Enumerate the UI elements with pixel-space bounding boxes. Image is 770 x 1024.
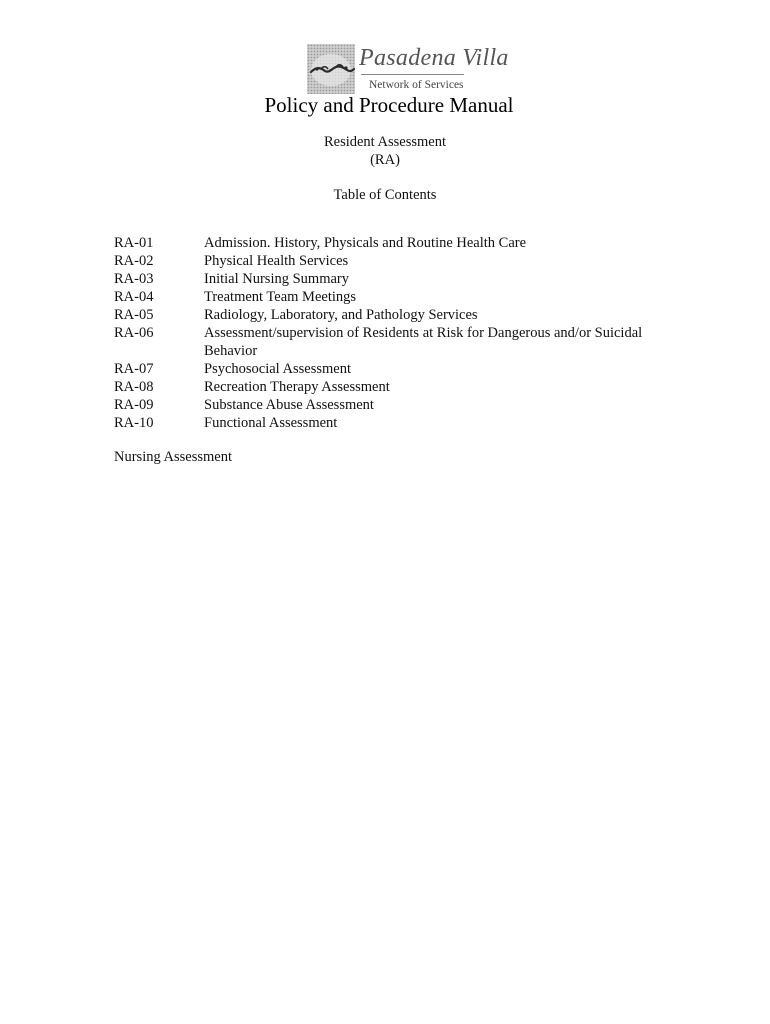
logo-divider bbox=[361, 74, 464, 75]
toc-title: Physical Health Services bbox=[204, 253, 349, 269]
toc-code: RA-07 bbox=[114, 361, 154, 377]
toc-code: RA-08 bbox=[114, 379, 154, 395]
toc-title: Functional Assessment bbox=[204, 415, 338, 431]
toc-title: Admission. History, Physicals and Routine Health Care bbox=[204, 235, 527, 251]
toc-title: Radiology, Laboratory, and Pathology Services bbox=[204, 307, 478, 323]
table-of-contents bbox=[114, 234, 674, 432]
toc-code: RA-10 bbox=[114, 415, 154, 431]
section-name: Resident Assessment bbox=[323, 134, 447, 150]
toc-code: RA-05 bbox=[114, 307, 154, 323]
toc-title: Initial Nursing Summary bbox=[204, 271, 349, 287]
toc-entry bbox=[114, 360, 674, 378]
toc-code: RA-04 bbox=[114, 289, 154, 305]
logo-tagline: Network of Services bbox=[369, 79, 464, 91]
toc-code: RA-01 bbox=[114, 235, 154, 251]
document-title: Policy and Procedure Manual bbox=[264, 93, 514, 117]
section-abbreviation: (RA) bbox=[370, 152, 400, 168]
logo bbox=[307, 44, 509, 94]
toc-entry bbox=[114, 270, 674, 288]
toc-entry bbox=[114, 252, 674, 270]
logo-mark-icon bbox=[307, 44, 355, 94]
toc-title: Assessment/supervision of Residents at Risk for Dangerous and/or Suicidal Behavior bbox=[204, 325, 643, 359]
toc-entry bbox=[114, 378, 674, 396]
logo-wordmark: Pasadena Villa bbox=[359, 45, 509, 71]
toc-title: Substance Abuse Assessment bbox=[204, 397, 374, 413]
nursing-assessment-label: Nursing Assessment bbox=[114, 449, 233, 465]
toc-title: Psychosocial Assessment bbox=[204, 361, 352, 377]
toc-entry bbox=[114, 234, 674, 252]
toc-title: Recreation Therapy Assessment bbox=[204, 379, 390, 395]
toc-entry bbox=[114, 414, 674, 432]
toc-heading: Table of Contents bbox=[333, 187, 437, 203]
toc-code: RA-06 bbox=[114, 325, 154, 341]
toc-entry bbox=[114, 396, 674, 414]
toc-code: RA-02 bbox=[114, 253, 154, 269]
toc-title: Treatment Team Meetings bbox=[204, 289, 357, 305]
toc-entry bbox=[114, 288, 674, 306]
toc-code: RA-03 bbox=[114, 271, 154, 287]
toc-code: RA-09 bbox=[114, 397, 154, 413]
toc-entry bbox=[114, 324, 674, 360]
toc-entry bbox=[114, 306, 674, 324]
